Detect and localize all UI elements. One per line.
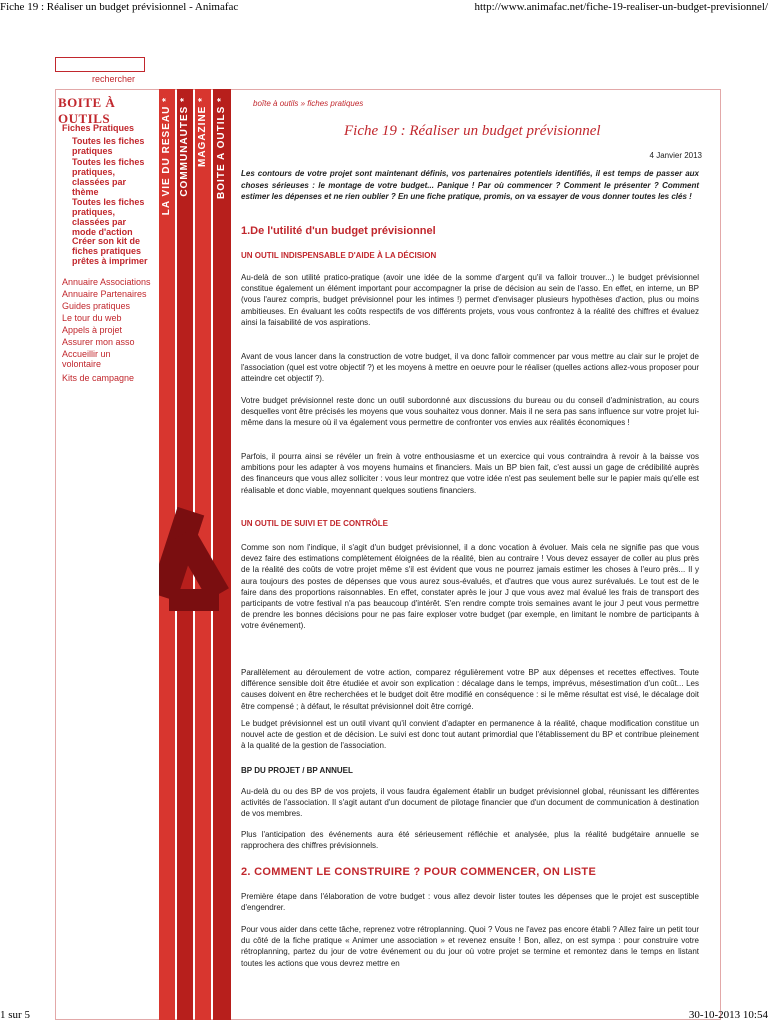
page-title: Fiche 19 : Réaliser un budget prévisionnel <box>344 123 601 139</box>
nav-item[interactable]: Kits de campagne <box>62 373 135 383</box>
nav-fiches-pratiques[interactable]: Fiches Pratiques <box>62 123 135 133</box>
nav-sub-item[interactable]: Toutes les fiches pratiques <box>72 136 145 156</box>
body-paragraph: Pour vous aider dans cette tâche, reprenez votre rétroplanning. Quoi ? Vous ne l'avez pas encore établi ? Allez faire un petit tour du côté de la fiche pratique « Animer une association » et revenez ensuite ! Bon, allez, on est sympa : pour construire votre rétroplanning, partez du jour de votre événement ou du jour où votre projet se termine et remontez dans le temps en listant toutes les actions que vous devrez mettre en <box>241 925 699 968</box>
section-heading: 1.De l'utilité d'un budget prévisionnel <box>241 225 436 237</box>
nav-item[interactable]: Accueillir un volontaire <box>62 349 111 369</box>
nav-sub-item[interactable]: Toutes les fiches pratiques, classées par mode d'action <box>72 197 145 237</box>
nav-item[interactable]: Annuaire Associations <box>62 277 151 287</box>
subsection-heading: UN OUTIL INDISPENSABLE D'AIDE À LA DÉCISION <box>241 251 437 260</box>
subsection-heading: UN OUTIL DE SUIVI ET DE CONTRÔLE <box>241 519 388 528</box>
body-paragraph: Comme son nom l'indique, il s'agit d'un budget prévisionnel, il a donc vocation à évoluer. Mais cela ne signifie pas que vous devez faire des estimations complètement éloignées de la réalité, bien au contraire ! Vous devez essayer de coller au plus près de la réalité des coûts de votre projet même s'il est évident que vous ne pourrez jamais estimer les choses à l'euro près... Il y aura toujours des postes de dépenses que vous aurez sous-évalués, et d'autres que vous aurez surévalués. Le tout est de le faire dans des proportions raisonnables. En effet, constater après le jour J que vous avez mal évalué les frais de transport des participants de votre festival n'a pas beaucoup d'intérêt. S'en rendre compte trois semaines avant le jour J peut vous permettre de prendre les bonnes décisions pour ne pas faire exploser votre budget (par exemple, en limitant le nombre de participants à votre événement). <box>241 543 699 631</box>
breadcrumb[interactable]: boîte à outils » fiches pratiques <box>253 99 364 108</box>
search-input[interactable] <box>55 57 145 72</box>
nav-item[interactable]: Appels à projet <box>62 325 123 335</box>
nav-sub-item[interactable]: Toutes les fiches pratiques, classées par thème <box>72 157 145 197</box>
nav-item[interactable]: Le tour du web <box>62 313 122 323</box>
search-button[interactable]: rechercher <box>92 74 136 84</box>
print-title: Fiche 19 : Réaliser un budget prévisionnel - Animafac <box>0 1 239 13</box>
nav-sub-item[interactable]: Créer son kit de fiches pratiques prêtes à imprimer <box>72 236 148 266</box>
banner-label: COMMUNAUTES * <box>179 97 190 197</box>
nav-item[interactable]: Guides pratiques <box>62 301 131 311</box>
banner-label: LA VIE DU RESEAU * <box>161 97 172 216</box>
print-header <box>0 0 768 14</box>
print-footer <box>0 1008 768 1024</box>
nav-item[interactable]: Annuaire Partenaires <box>62 289 147 299</box>
body-paragraph: Parallèlement au déroulement de votre action, comparez régulièrement votre BP aux dépenses et recettes effectives. Toute différence sensible doit être étudiée et avoir son explication : décalage dans le temps, imprévus, mésestimation d'un coût... Les causes doivent en être recherchées et le budget doit être modifié en conséquence : si le même résultat est visé, le décalage doit être compensé ; à défaut, le résultat prévisionnel doit être corrigé. <box>241 668 699 711</box>
body-paragraph: Au-delà de son utilité pratico-pratique (avoir une idée de la somme d'argent qu'il va falloir trouver...) le budget prévisionnel constitue également un élément important pour accompagner la prise de décision au sein de l'asso. En effet, en interne, un BP (vous l'aurez compris, budget prévisionnel pour les intimes !) permet d'envisager plusieurs hypothèses d'action, plus ou moins ambitieuses. En évaluant les coûts respectifs de vos différents projets, vous vous confrontez à la réalité des chiffres et évaluez ainsi la faisabilité de vos aspirations. <box>241 273 699 327</box>
body-paragraph: Votre budget prévisionnel reste donc un outil subordonné aux discussions du bureau ou du conseil d'administration, au cours desquelles vont être précisés les moyens que vous souhaitez vous donner. Mais il ne sera pas sans influence sur votre projet lui-même dans la mesure où il va également vous permettre de confronter vos envies aux réalités économiques ! <box>241 396 699 428</box>
banner-band[interactable] <box>213 89 231 1020</box>
body-paragraph: Première étape dans l'élaboration de votre budget : vous allez devoir lister toutes les dépenses que le projet est susceptible d'engendrer. <box>241 892 699 913</box>
publish-date: 4 Janvier 2013 <box>649 151 702 160</box>
section-heading: 2. COMMENT LE CONSTRUIRE ? POUR COMMENCER, ON LISTE <box>241 866 597 878</box>
print-timestamp: 30-10-2013 10:54 <box>688 1009 768 1021</box>
decorative-splash <box>169 589 219 611</box>
body-paragraph: Parfois, il pourra ainsi se révéler un frein à votre enthousiasme et un exercice qui vous contraindra à revoir à la baisse vos ambitions pour les adapter à vos moyens humains et financiers. Mais un BP bien fait, c'est aussi un gage de crédibilité auprès des financeurs que vous allez solliciter : vous leur montrez que votre idée n'est pas seulement belle sur le papier mais qu'elle est réalisable et donc viable, moyennant quelques soutiens financiers. <box>241 452 699 495</box>
subsection-heading: BP DU PROJET / BP ANNUEL <box>241 766 353 775</box>
banner-label: MAGAZINE * <box>197 97 208 167</box>
banner-label: BOITE A OUTILS * <box>216 97 227 199</box>
section-banner <box>159 89 231 1020</box>
intro-paragraph: Les contours de votre projet sont maintenant définis, vos partenaires potentiels identifiés, il est temps de passer aux choses sérieuses : le montage de votre budget... Panique ! Par où commencer ? Comment le présenter ? Comment estimer les dépenses et ne rien oublier ? En une fiche pratique, promis, on va essayer de vous donner toutes les clés ! <box>241 169 699 201</box>
body-paragraph: Avant de vous lancer dans la construction de votre budget, il va donc falloir commencer par vous mettre au clair sur le projet de l'association (quel est votre objectif ?) et les moyens à mettre en oeuvre pour le réaliser (quelles actions allez-vous proposer pour atteindre cet objectif ?). <box>241 352 699 384</box>
page-number: 1 sur 5 <box>0 1009 30 1021</box>
body-paragraph: Le budget prévisionnel est un outil vivant qu'il convient d'adapter en permanence à la réalité, chaque modification constitue un nouvel acte de gestion et de décision. Le suivi est donc tout autant primordial que l'établissement du BP et contribue pleinement à la qualité de la gestion de l'association. <box>241 719 699 751</box>
nav-item[interactable]: Assurer mon asso <box>62 337 135 347</box>
body-paragraph: Plus l'anticipation des événements aura été sérieusement réfléchie et analysée, plus la réalité budgétaire annuelle se rapprochera des chiffres prévisionnels. <box>241 830 699 851</box>
print-url: http://www.animafac.net/fiche-19-realiser-un-budget-previsionnel/ <box>474 1 768 13</box>
brand-logo[interactable]: BOITE À OUTILS <box>58 95 116 126</box>
body-paragraph: Au-delà du ou des BP de vos projets, il vous faudra également établir un budget prévisionnel global, réunissant les différentes activités de l'association. Il s'agit autant d'un document de pilotage financier que d'un document de communication à destination de vos membres. <box>241 787 699 819</box>
